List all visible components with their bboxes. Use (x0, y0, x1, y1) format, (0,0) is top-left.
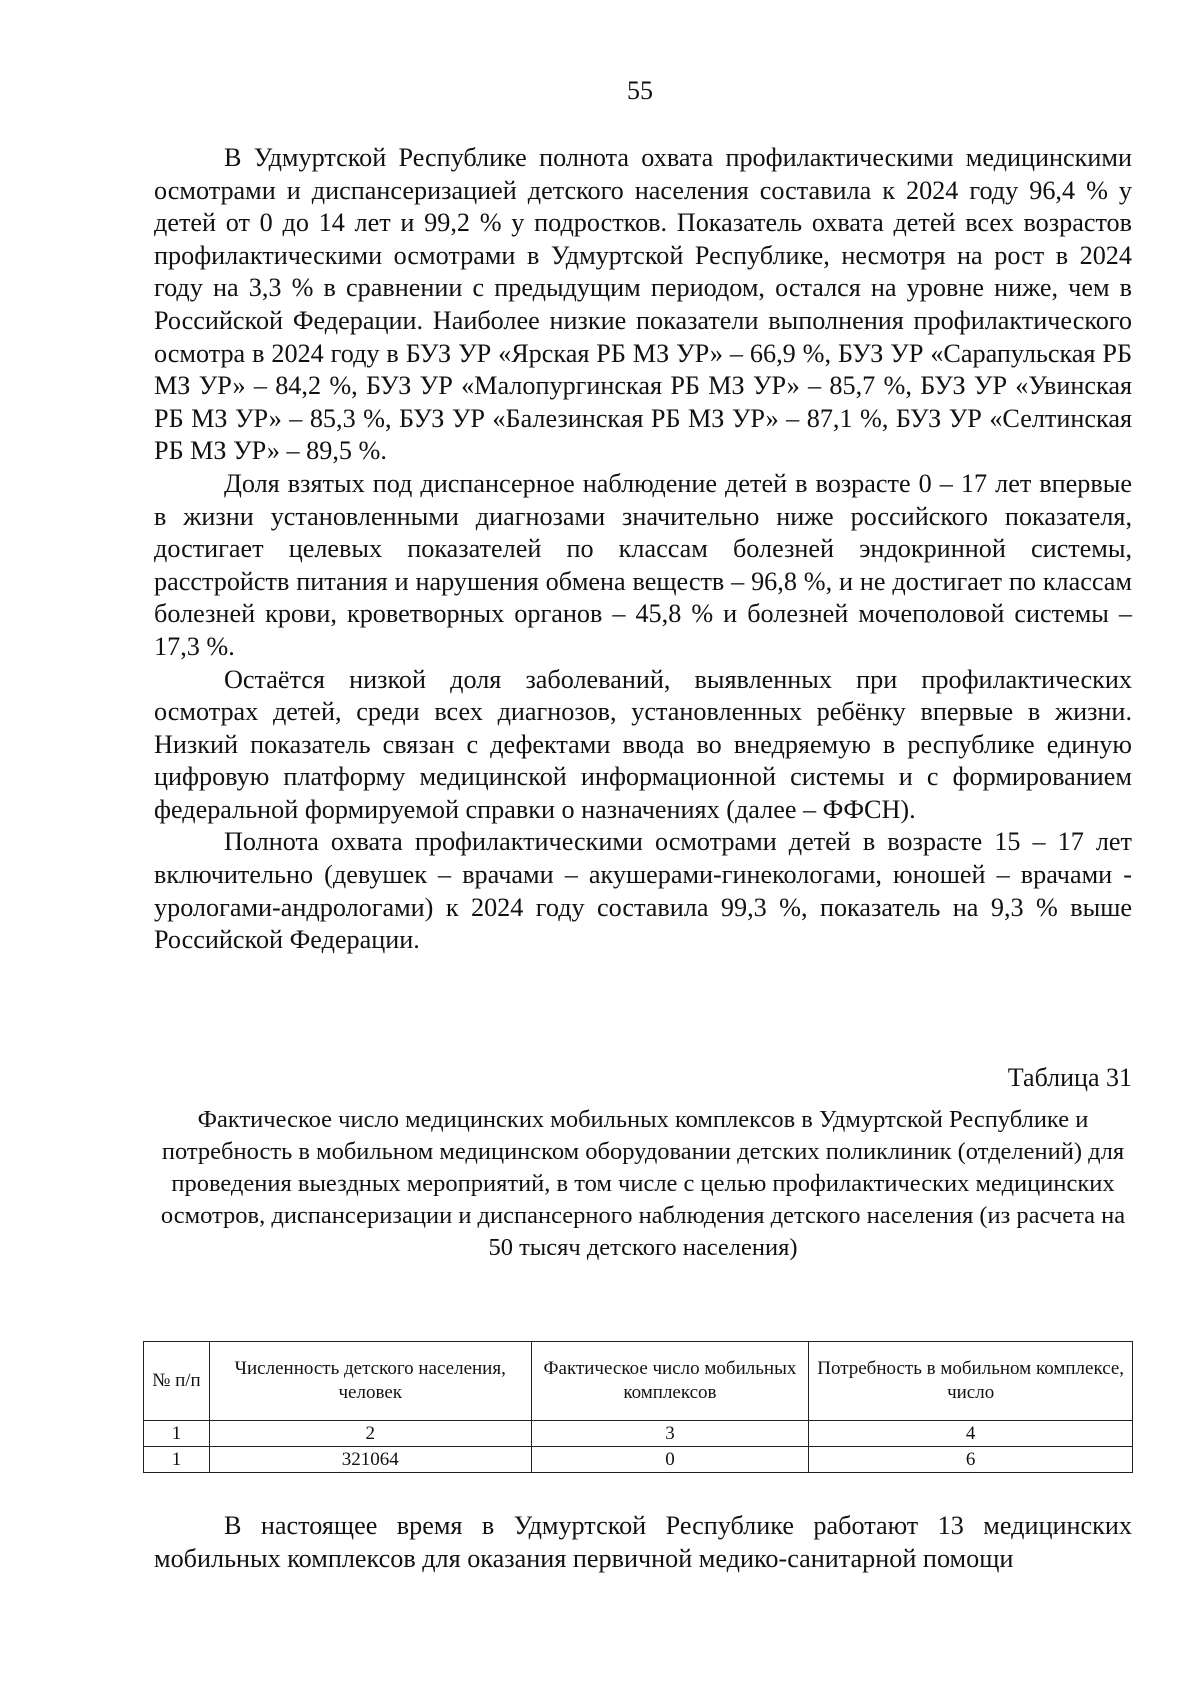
table-cell: 3 (531, 1421, 809, 1447)
header-actual-complexes: Фактическое число мобильных комплексов (531, 1342, 809, 1421)
paragraph-mobile-complexes: В настоящее время в Удмуртской Республике работают 13 медицинских мобильных комплексов для оказания первичной медико-санитарной помощи (154, 1511, 1132, 1573)
paragraph-low-detection: Остаётся низкой доля заболеваний, выявленных при профилактических осмотрах детей, среди всех диагнозов, установленных ребёнку впервые в жизни. Низкий показатель связан с дефектами ввода во внедряемую в республике единую цифровую платформу медицинской информационной системы и с формированием федеральной формируемой справки о назначениях (далее – ФФСН). (154, 664, 1132, 824)
table-header-row (144, 1342, 1133, 1421)
table-cell: 0 (531, 1447, 809, 1473)
table-row (144, 1447, 1133, 1473)
table-cell: 6 (809, 1447, 1133, 1473)
table-row (144, 1421, 1133, 1447)
table-cell: 1 (144, 1447, 210, 1473)
paragraph-dispensary-share: Доля взятых под диспансерное наблюдение детей в возрасте 0 – 17 лет впервые в жизни установленными диагнозами значительно ниже российского показателя, достигает целевых показателей по классам болезней эндокринной системы, расстройств питания и нарушения обмена веществ – 96,8 %, и не достигает по классам болезней крови, кроветворных органов – 45,8 % и болезней мочеполовой системы – 17,3 %. (154, 468, 1132, 661)
closing-text (154, 1510, 1132, 1575)
table-cell: 2 (209, 1421, 531, 1447)
page-number: 55 (627, 76, 653, 105)
table-caption: Фактическое число медицинских мобильных комплексов в Удмуртской Республике и потребность в мобильном медицинском оборудовании детских поликлиник (отделений) для проведения выездных мероприятий, в том числе с целью профилактических медицинских осмотров, диспансеризации и диспансерного наблюдения детского населения (из расчета на 50 тысяч детского населения) (160, 1106, 1126, 1261)
paragraph-adolescent-coverage: Полнота охвата профилактическими осмотрами детей в возрасте 15 – 17 лет включительно (девушек – врачами – акушерами-гинекологами, юношей – врачами - урологами-андрологами) к 2024 году составила 99,3 %, показатель на 9,3 % выше Российской Федерации. (154, 827, 1132, 955)
table-cell: 1 (144, 1421, 210, 1447)
mobile-complexes-table (143, 1341, 1133, 1473)
header-child-population: Численность детского населения, человек (209, 1342, 531, 1421)
header-number: № п/п (144, 1342, 210, 1421)
header-complex-need: Потребность в мобильном комплексе, число (809, 1342, 1133, 1421)
body-text (154, 142, 1132, 957)
table-label: Таблица 31 (1007, 1063, 1132, 1092)
table-cell: 4 (809, 1421, 1133, 1447)
table-cell: 321064 (209, 1447, 531, 1473)
paragraph-coverage: В Удмуртской Республике полнота охвата профилактическими медицинскими осмотрами и диспансеризацией детского населения составила к 2024 году 96,4 % у детей от 0 до 14 лет и 99,2 % у подростков. Показатель охвата детей всех возрастов профилактическими осмотрами в Удмуртской Республике, несмотря на рост в 2024 году на 3,3 % в сравнении с предыдущим периодом, остался на уровне ниже, чем в Российской Федерации. Наиболее низкие показатели выполнения профилактического осмотра в 2024 году в БУЗ УР «Ярская РБ МЗ УР» – 66,9 %, БУЗ УР «Сарапульская РБ МЗ УР» – 84,2 %, БУЗ УР «Малопургинская РБ МЗ УР» – 85,7 %, БУЗ УР «Увинская РБ МЗ УР» – 85,3 %, БУЗ УР «Балезинская РБ МЗ УР» – 87,1 %, БУЗ УР «Селтинская РБ МЗ УР» – 89,5 %. (154, 143, 1132, 466)
